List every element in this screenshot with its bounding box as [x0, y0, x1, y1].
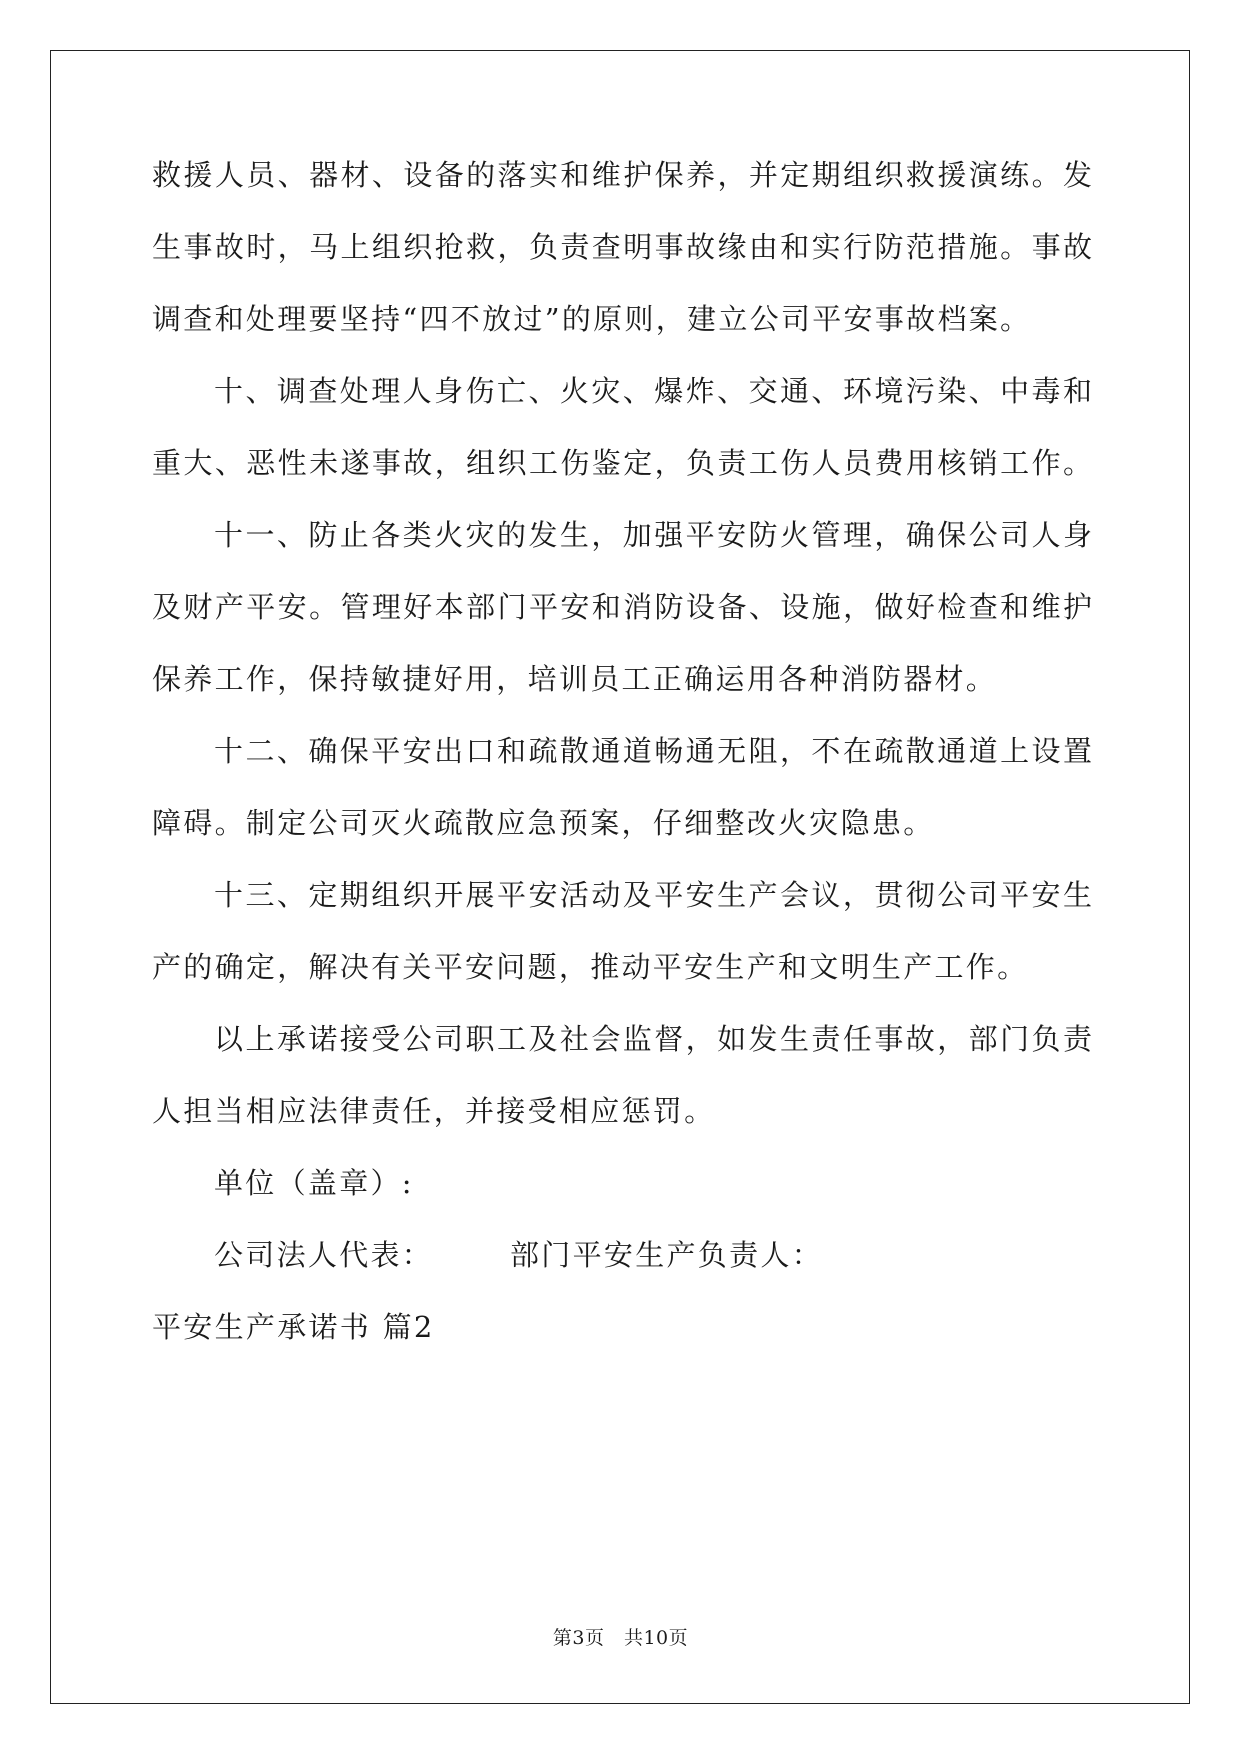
paragraph-line: 及财产平安。管理好本部门平安和消防设备、设施，做好检查和维护 — [152, 590, 1092, 624]
unit-seal-label: 单位（盖章）: — [214, 1166, 414, 1200]
paragraph-line: 十、调查处理人身伤亡、火灾、爆炸、交通、环境污染、中毒和 — [214, 374, 1092, 408]
paragraph-line: 十一、防止各类火灾的发生，加强平安防火管理，确保公司人身 — [214, 518, 1092, 552]
paragraph-line: 人担当相应法律责任，并接受相应惩罚。 — [152, 1094, 716, 1128]
page-number-footer: 第3页 共10页 — [552, 1627, 689, 1649]
paragraph-line: 重大、恶性未遂事故，组织工伤鉴定，负责工伤人员费用核销工作。 — [152, 446, 1092, 480]
legal-rep-label: 公司法人代表： — [214, 1238, 434, 1272]
paragraph-line: 十三、定期组织开展平安活动及平安生产会议，贯彻公司平安生 — [214, 878, 1092, 912]
section-title: 平安生产承诺书 篇2 — [152, 1310, 435, 1344]
paragraph-line: 产的确定，解决有关平安问题，推动平安生产和文明生产工作。 — [152, 950, 1029, 984]
paragraph-line: 生事故时，马上组织抢救，负责查明事故缘由和实行防范措施。事故 — [152, 230, 1092, 264]
paragraph-line: 调查和处理要坚持“四不放过”的原则，建立公司平安事故档案。 — [152, 302, 1032, 336]
paragraph-line: 障碍。制定公司灭火疏散应急预案，仔细整改火灾隐患。 — [152, 806, 935, 840]
paragraph-line: 救援人员、器材、设备的落实和维护保养，并定期组织救援演练。发 — [152, 158, 1092, 192]
dept-head-label: 部门平安生产负责人： — [510, 1238, 824, 1272]
signature-row — [152, 1230, 1092, 1280]
paragraph-line: 十二、确保平安出口和疏散通道畅通无阻，不在疏散通道上设置 — [214, 734, 1092, 768]
paragraph-line: 以上承诺接受公司职工及社会监督，如发生责任事故，部门负责 — [214, 1022, 1092, 1056]
paragraph-line: 保养工作，保持敏捷好用，培训员工正确运用各种消防器材。 — [152, 662, 998, 696]
